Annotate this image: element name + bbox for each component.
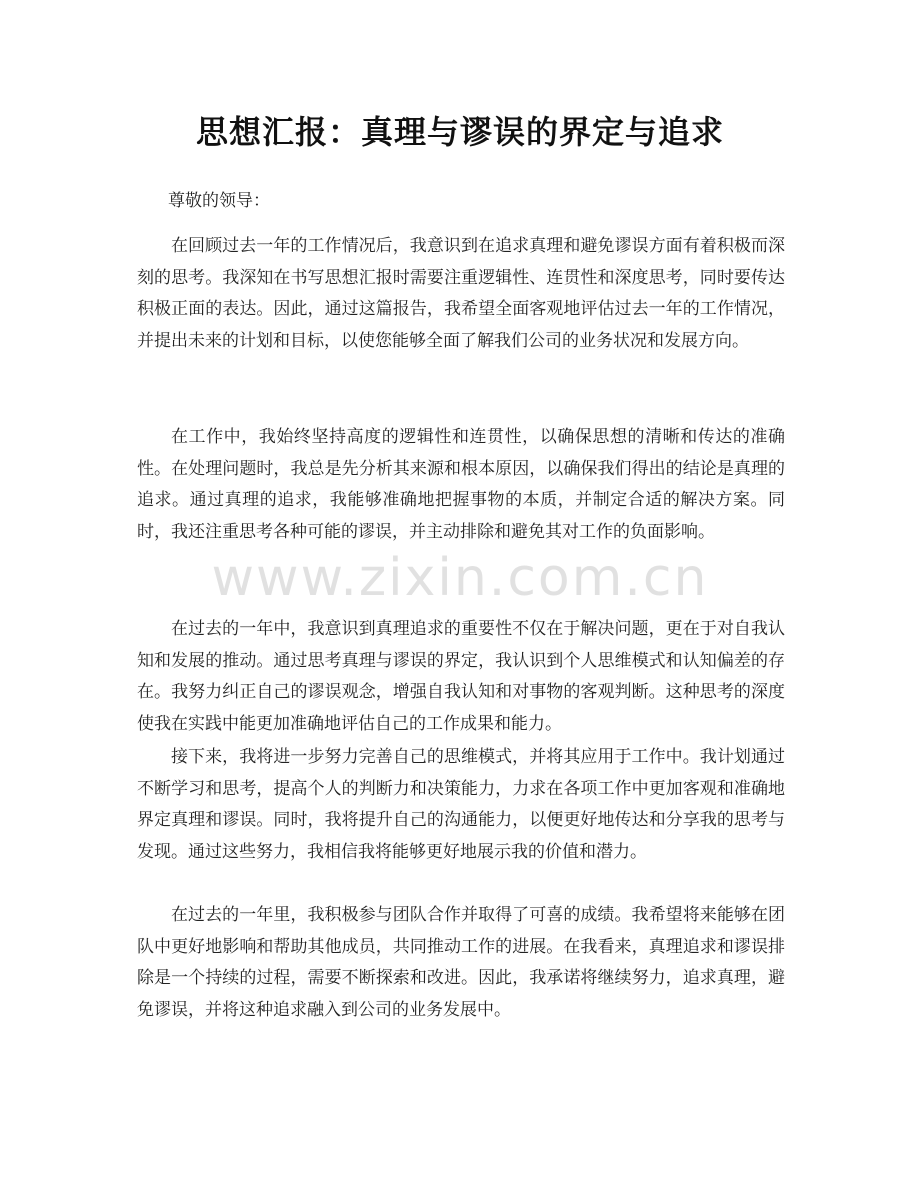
paragraph-2: 在工作中，我始终坚持高度的逻辑性和连贯性，以确保思想的清晰和传达的准确性。在处理问题时，我总是先分析其来源和根本原因，以确保我们得出的结论是真理的追求。通过真理的追求，我能够准确地把握事物的本质，并制定合适的解决方案。同时，我还注重思考各种可能的谬误，并主动排除和避免其对工作的负面影响。 [137,427,785,542]
watermark: www.zixin.com.cn [211,548,709,608]
salutation: 尊敬的领导： [168,191,270,211]
paragraph-3: 在过去的一年中，我意识到真理追求的重要性不仅在于解决问题，更在于对自我认知和发展的推动。通过思考真理与谬误的界定，我认识到个人思维模式和认知偏差的存在。我努力纠正自己的谬误观念，增强自我认知和对事物的客观判断。这种思考的深度使我在实践中能更加准确地评估自己的工作成果和能力。 [137,619,785,734]
document-title: 思想汇报：真理与谬误的界定与追求 [195,113,724,151]
paragraph-1: 在回顾过去一年的工作情况后，我意识到在追求真理和避免谬误方面有着积极而深刻的思考。我深知在书写思想汇报时需要注重逻辑性、连贯性和深度思考，同时要传达积极正面的表达。因此，通过这篇报告，我希望全面客观地评估过去一年的工作情况，并提出未来的计划和目标，以使您能够全面了解我们公司的业务状况和发展方向。 [137,236,785,351]
paragraph-4: 接下来，我将进一步努力完善自己的思维模式，并将其应用于工作中。我计划通过不断学习和思考，提高个人的判断力和决策能力，力求在各项工作中更加客观和准确地界定真理和谬误。同时，我将提升自己的沟通能力，以便更好地传达和分享我的思考与发现。通过这些努力，我相信我将能够更好地展示我的价值和潜力。 [137,747,785,862]
paragraph-5: 在过去的一年里，我积极参与团队合作并取得了可喜的成绩。我希望将来能够在团队中更好地影响和帮助其他成员，共同推动工作的进展。在我看来，真理追求和谬误排除是一个持续的过程，需要不断探索和改进。因此，我承诺将继续努力，追求真理，避免谬误，并将这种追求融入到公司的业务发展中。 [137,905,785,1020]
